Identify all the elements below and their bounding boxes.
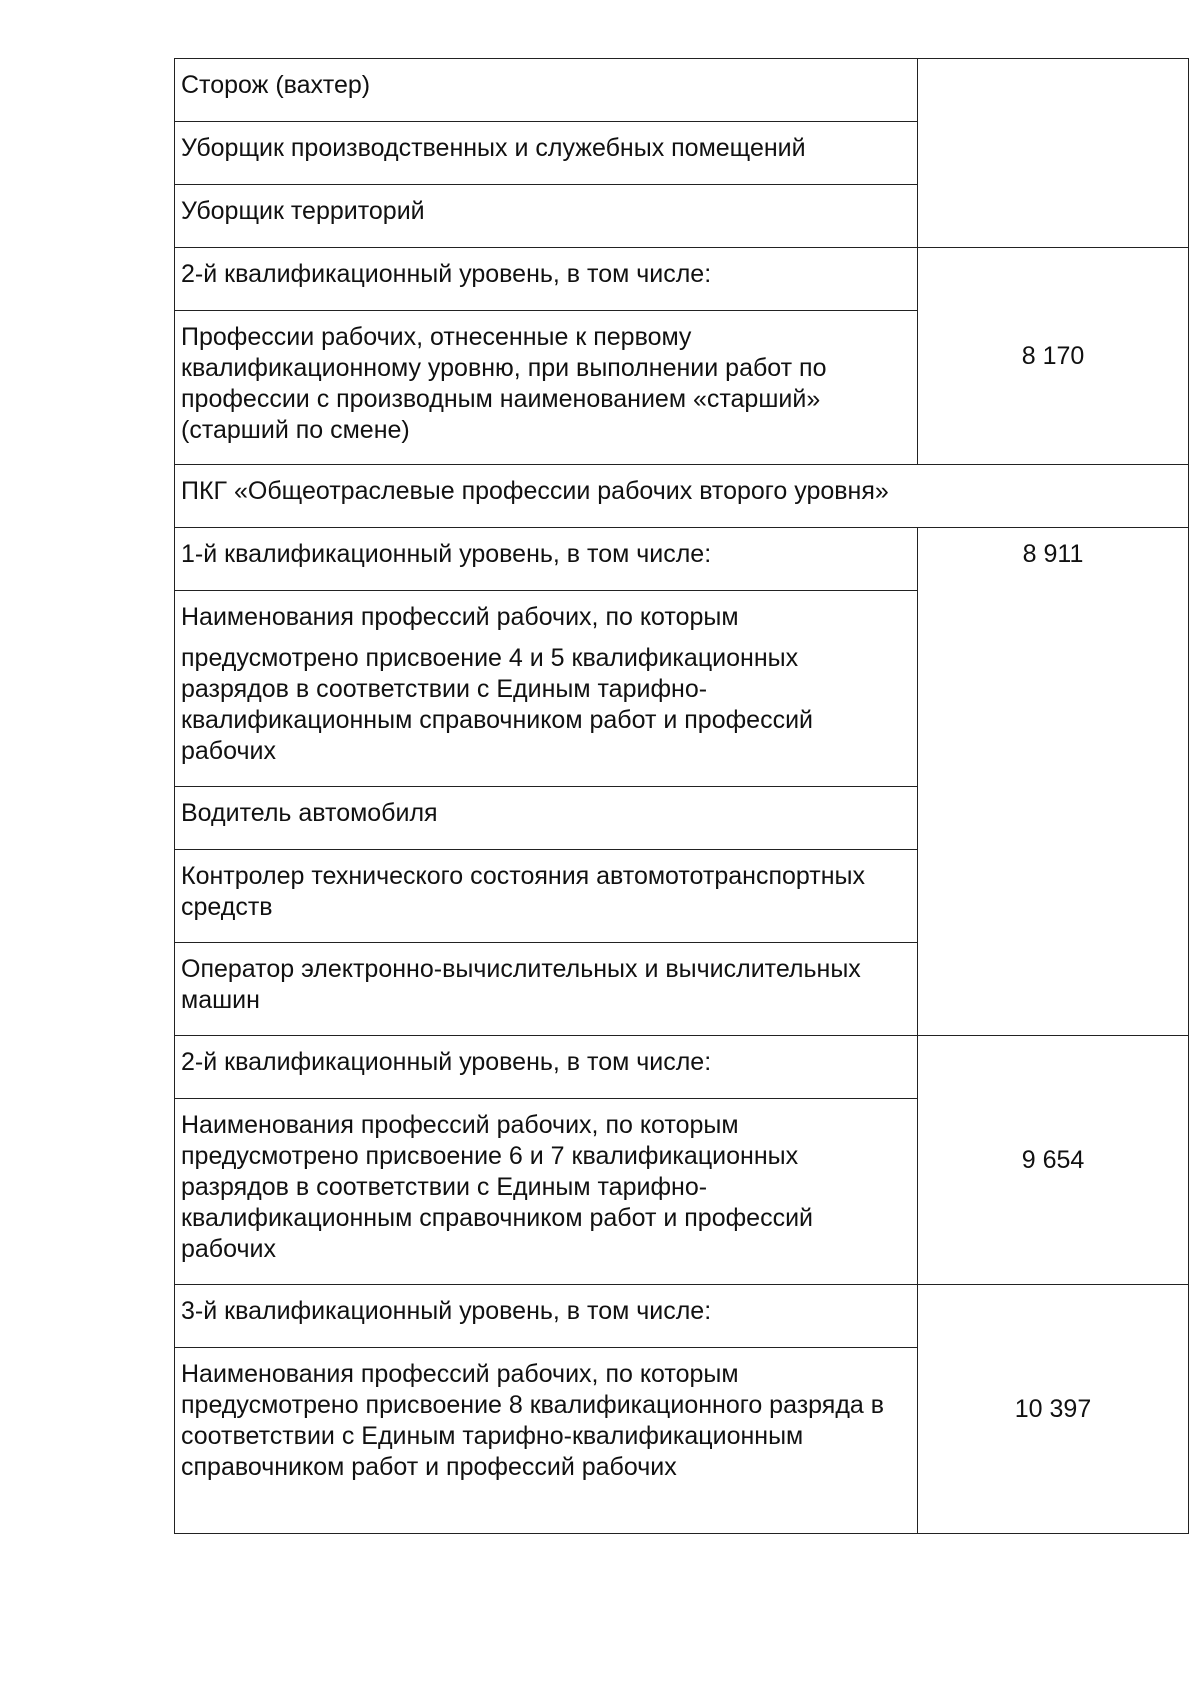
table-cell-value: 8 170 [918, 248, 1189, 465]
table-row [175, 59, 1189, 122]
table-cell-name: Профессии рабочих, отнесенные к первому квалификационному уровню, при выполнении работ по профессии с производным наименованием «старший» (старший по смене) [175, 311, 918, 465]
table-cell-name: Сторож (вахтер) [175, 59, 918, 122]
table-row [175, 1036, 1189, 1099]
table-cell-name: Контролер технического состояния автомототранспортных средств [175, 850, 918, 943]
table-cell-name-line: Наименования профессий рабочих, по которым [181, 603, 739, 631]
table-cell-name: 1-й квалификационный уровень, в том числе: [175, 528, 918, 591]
table-cell-name: 2-й квалификационный уровень, в том числе: [175, 248, 918, 311]
table-cell-group-heading: ПКГ «Общеотраслевые профессии рабочих второго уровня» [175, 465, 1189, 528]
table-cell-name: Водитель автомобиля [175, 787, 918, 850]
salary-table [174, 58, 1189, 1534]
table-cell-name: Оператор электронно-вычислительных и вычислительных машин [175, 943, 918, 1036]
table-cell-name: 3-й квалификационный уровень, в том числе: [175, 1285, 918, 1348]
table-cell-name [175, 591, 918, 787]
table-cell-name: 2-й квалификационный уровень, в том числе: [175, 1036, 918, 1099]
table-row [175, 1285, 1189, 1348]
table-row [175, 248, 1189, 311]
table-cell-name-rest: предусмотрено присвоение 4 и 5 квалификационных разрядов в соответствии с Единым тарифно-квалификационным справочником работ и профессий рабочих [181, 644, 814, 765]
table-cell-name: Уборщик производственных и служебных помещений [175, 122, 918, 185]
table-cell-value: 9 654 [918, 1036, 1189, 1285]
table-cell-value: 8 911 [918, 528, 1189, 1036]
table-cell-name: Наименования профессий рабочих, по которым предусмотрено присвоение 8 квалификационного разряда в соответствии с Единым тарифно-квалификационным справочником работ и профессий рабочих [175, 1348, 918, 1534]
table-cell-name: Наименования профессий рабочих, по которым предусмотрено присвоение 6 и 7 квалификационных разрядов в соответствии с Единым тарифно-квалификационным справочником работ и профессий рабочих [175, 1099, 918, 1285]
table-cell-value: 10 397 [918, 1285, 1189, 1534]
table-row [175, 465, 1189, 528]
table-cell-name: Уборщик территорий [175, 185, 918, 248]
table-cell-value-empty [918, 59, 1189, 248]
table-row [175, 528, 1189, 591]
